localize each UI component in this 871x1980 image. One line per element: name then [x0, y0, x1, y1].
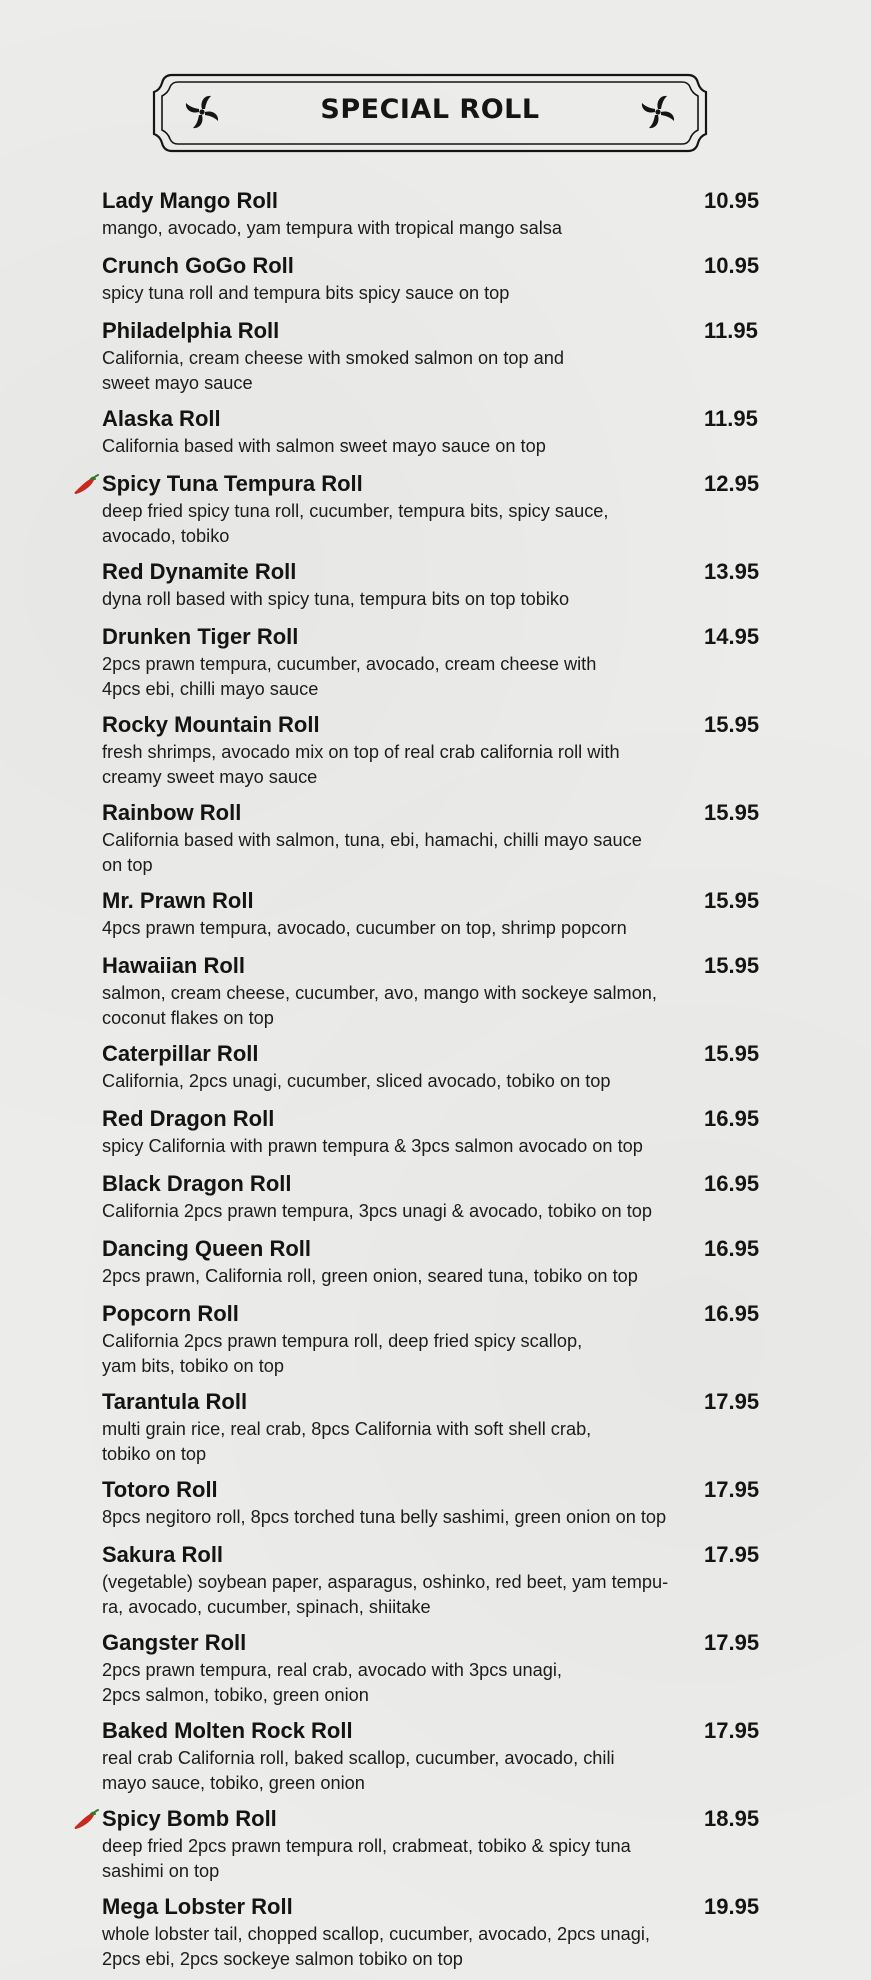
menu-item-description: California, 2pcs unagi, cucumber, sliced avocado, tobiko on top — [102, 1071, 611, 1091]
menu-item-header — [102, 404, 772, 434]
menu-item-header — [102, 1804, 772, 1834]
menu-item-header — [102, 1169, 772, 1199]
menu-item-price: 16.95 — [704, 1301, 760, 1326]
menu-item-name: Spicy Tuna Tempura Roll — [102, 471, 363, 496]
menu-item-name: Drunken Tiger Roll — [102, 624, 299, 649]
menu-item-description: whole lobster tail, chopped scallop, cucumber, avocado, 2pcs unagi, 2pcs ebi, 2pcs sockeye salmon tobiko on top — [102, 1924, 650, 1969]
menu-item-name: Mega Lobster Roll — [102, 1894, 293, 1919]
menu-item — [102, 1892, 772, 1972]
menu-item-header — [102, 1628, 772, 1658]
menu-item-price: 16.95 — [704, 1171, 760, 1196]
menu-item-description: California 2pcs prawn tempura roll, deep fried spicy scallop, yam bits, tobiko on top — [102, 1331, 583, 1376]
menu-item-header — [102, 1892, 772, 1922]
menu-item — [102, 798, 772, 878]
menu-item — [102, 469, 772, 549]
menu-item-header — [102, 1299, 772, 1329]
chili-pepper-icon — [73, 474, 99, 496]
menu-item-description: multi grain rice, real crab, 8pcs California with soft shell crab, tobiko on top — [102, 1419, 592, 1464]
menu-item-description: spicy California with prawn tempura & 3pcs salmon avocado on top — [102, 1136, 643, 1156]
menu-item-description: salmon, cream cheese, cucumber, avo, mango with sockeye salmon, coconut flakes on top — [102, 983, 657, 1028]
menu-item — [102, 1299, 772, 1379]
menu-item-price: 18.95 — [704, 1806, 760, 1831]
menu-item-name: Crunch GoGo Roll — [102, 253, 294, 278]
menu-item — [102, 1540, 772, 1620]
menu-item-name: Totoro Roll — [102, 1477, 218, 1502]
menu-item — [102, 557, 772, 612]
menu-item-name: Gangster Roll — [102, 1630, 247, 1655]
menu-list — [102, 186, 772, 1980]
menu-item-description: mango, avocado, yam tempura with tropical mango salsa — [102, 218, 562, 238]
menu-item-price: 15.95 — [704, 712, 760, 737]
menu-item — [102, 1169, 772, 1224]
menu-item-name: Tarantula Roll — [102, 1389, 248, 1414]
menu-item — [102, 886, 772, 941]
menu-item-description: 2pcs prawn tempura, real crab, avocado with 3pcs unagi, 2pcs salmon, tobiko, green onion — [102, 1660, 562, 1705]
menu-item-header — [102, 251, 772, 281]
menu-item-header — [102, 1387, 772, 1417]
menu-item-price: 17.95 — [704, 1630, 760, 1655]
menu-item-name: Alaska Roll — [102, 406, 221, 431]
menu-item — [102, 1234, 772, 1289]
menu-item-price: 11.95 — [704, 318, 758, 343]
menu-item — [102, 1804, 772, 1884]
menu-item-name: Lady Mango Roll — [102, 188, 278, 213]
menu-item-header — [102, 316, 772, 346]
menu-item-header — [102, 1475, 772, 1505]
chili-pepper-icon — [73, 1809, 99, 1831]
menu-item-header — [102, 469, 772, 499]
menu-item-name: Philadelphia Roll — [102, 318, 280, 343]
menu-item-name: Spicy Bomb Roll — [102, 1806, 277, 1831]
menu-item-price: 12.95 — [704, 471, 760, 496]
menu-item-price: 19.95 — [704, 1894, 760, 1919]
menu-item-price: 17.95 — [704, 1477, 760, 1502]
menu-item-name: Mr. Prawn Roll — [102, 888, 254, 913]
menu-item — [102, 1387, 772, 1467]
menu-item-name: Caterpillar Roll — [102, 1041, 259, 1066]
menu-item-price: 15.95 — [704, 800, 760, 825]
menu-item-description: deep fried spicy tuna roll, cucumber, tempura bits, spicy sauce, avocado, tobiko — [102, 501, 609, 546]
menu-item-price: 16.95 — [704, 1236, 760, 1261]
menu-item-price: 15.95 — [704, 888, 760, 913]
menu-item-header — [102, 951, 772, 981]
menu-item-price: 10.95 — [704, 253, 760, 278]
menu-item — [102, 1716, 772, 1796]
menu-item-name: Rocky Mountain Roll — [102, 712, 320, 737]
menu-item-header — [102, 186, 772, 216]
menu-item-header — [102, 1039, 772, 1069]
menu-item — [102, 710, 772, 790]
section-title: SPECIAL ROLL — [320, 94, 540, 125]
menu-item-name: Baked Molten Rock Roll — [102, 1718, 353, 1743]
menu-item-description: deep fried 2pcs prawn tempura roll, crabmeat, tobiko & spicy tuna sashimi on top — [102, 1836, 631, 1881]
section-header — [150, 72, 710, 154]
menu-item-name: Red Dragon Roll — [102, 1106, 275, 1131]
menu-item-description: California based with salmon sweet mayo sauce on top — [102, 436, 546, 456]
menu-item-header — [102, 1234, 772, 1264]
menu-item-header — [102, 798, 772, 828]
menu-item-price: 11.95 — [704, 406, 758, 431]
menu-item — [102, 951, 772, 1031]
menu-item-price: 17.95 — [704, 1542, 760, 1567]
menu-item-name: Red Dynamite Roll — [102, 559, 297, 584]
menu-item — [102, 251, 772, 306]
menu-item — [102, 1628, 772, 1708]
menu-item-description: (vegetable) soybean paper, asparagus, oshinko, red beet, yam tempu- ra, avocado, cucumber, spinach, shiitake — [102, 1572, 669, 1617]
menu-item-description: California, cream cheese with smoked salmon on top and sweet mayo sauce — [102, 348, 564, 393]
menu-item — [102, 622, 772, 702]
menu-item-price: 14.95 — [704, 624, 760, 649]
menu-item-description: 2pcs prawn, California roll, green onion, seared tuna, tobiko on top — [102, 1266, 638, 1286]
menu-item-description: 2pcs prawn tempura, cucumber, avocado, cream cheese with 4pcs ebi, chilli mayo sauce — [102, 654, 597, 699]
menu-item — [102, 316, 772, 396]
menu-item-description: California 2pcs prawn tempura, 3pcs unagi & avocado, tobiko on top — [102, 1201, 652, 1221]
menu-item-description: 4pcs prawn tempura, avocado, cucumber on top, shrimp popcorn — [102, 918, 627, 938]
menu-item — [102, 1039, 772, 1094]
menu-item-header — [102, 557, 772, 587]
menu-item-name: Black Dragon Roll — [102, 1171, 292, 1196]
menu-item-name: Rainbow Roll — [102, 800, 242, 825]
menu-item-header — [102, 1104, 772, 1134]
menu-item-header — [102, 1716, 772, 1746]
menu-item-header — [102, 622, 772, 652]
menu-item-price: 17.95 — [704, 1389, 760, 1414]
menu-item — [102, 186, 772, 241]
menu-item — [102, 1104, 772, 1159]
menu-item-name: Sakura Roll — [102, 1542, 224, 1567]
menu-item-price: 13.95 — [704, 559, 760, 584]
menu-item — [102, 404, 772, 459]
menu-item-price: 17.95 — [704, 1718, 760, 1743]
menu-item-header — [102, 1540, 772, 1570]
menu-item-header — [102, 710, 772, 740]
menu-item-name: Dancing Queen Roll — [102, 1236, 312, 1261]
menu-item-name: Hawaiian Roll — [102, 953, 246, 978]
menu-item-price: 15.95 — [704, 1041, 760, 1066]
menu-item-description: real crab California roll, baked scallop, cucumber, avocado, chili mayo sauce, tobiko, green onion — [102, 1748, 615, 1793]
menu-item-price: 10.95 — [704, 188, 760, 213]
menu-item-description: dyna roll based with spicy tuna, tempura bits on top tobiko — [102, 589, 570, 609]
menu-item-description: spicy tuna roll and tempura bits spicy sauce on top — [102, 283, 510, 303]
menu-item-price: 16.95 — [704, 1106, 760, 1131]
menu-item-description: 8pcs negitoro roll, 8pcs torched tuna belly sashimi, green onion on top — [102, 1507, 667, 1527]
menu-item-description: fresh shrimps, avocado mix on top of real crab california roll with creamy sweet mayo sauce — [102, 742, 620, 787]
menu-item-price: 15.95 — [704, 953, 760, 978]
menu-item-name: Popcorn Roll — [102, 1301, 239, 1326]
menu-item-description: California based with salmon, tuna, ebi, hamachi, chilli mayo sauce on top — [102, 830, 642, 875]
menu-item-header — [102, 886, 772, 916]
pinwheel-icon — [638, 92, 678, 132]
menu-item — [102, 1475, 772, 1530]
